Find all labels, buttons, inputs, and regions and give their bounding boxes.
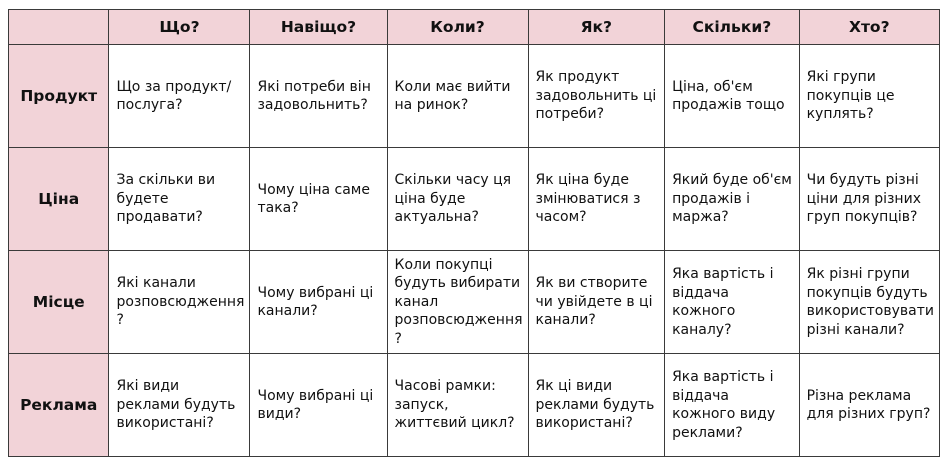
- table-cell: Як різні групи покупців будуть використовувати різні канали?: [799, 251, 939, 354]
- table-cell: Коли має вийти на ринок?: [387, 45, 528, 148]
- column-header-when: Коли?: [387, 10, 528, 45]
- row-header-price: Ціна: [9, 148, 109, 251]
- table-cell: Часові рамки: запуск, життєвий цикл?: [387, 354, 528, 457]
- column-header-who: Хто?: [799, 10, 939, 45]
- table-cell: Скільки часу ця ціна буде актуальна?: [387, 148, 528, 251]
- table-cell: Чи будуть різні ціни для різних груп покупців?: [799, 148, 939, 251]
- table-cell: Ціна, об'єм продажів тощо: [665, 45, 800, 148]
- table-cell: Які групи покупців це куплять?: [799, 45, 939, 148]
- table-cell: Який буде об'єм продажів і маржа?: [665, 148, 800, 251]
- marketing-mix-table: [8, 9, 940, 457]
- corner-cell: [9, 10, 109, 45]
- table-row-price: [9, 148, 940, 251]
- table-cell: Чому вибрані ці види?: [250, 354, 387, 457]
- table-cell: Яка вартість і віддача кожного каналу?: [665, 251, 800, 354]
- column-header-how-much: Скільки?: [665, 10, 800, 45]
- table-cell: Як ви створите чи увійдете в ці канали?: [528, 251, 665, 354]
- table-cell: Як ціна буде змінюватися з часом?: [528, 148, 665, 251]
- table-cell: Чому вибрані ці канали?: [250, 251, 387, 354]
- table-cell: За скільки ви будете продавати?: [109, 148, 250, 251]
- header-row: [9, 10, 940, 45]
- row-header-product: Продукт: [9, 45, 109, 148]
- table-cell: Різна реклама для різних груп?: [799, 354, 939, 457]
- table-row-place: [9, 251, 940, 354]
- column-header-what: Що?: [109, 10, 250, 45]
- table-row-product: [9, 45, 940, 148]
- row-header-place: Місце: [9, 251, 109, 354]
- table-cell: Яка вартість і віддача кожного виду реклами?: [665, 354, 800, 457]
- table-row-promotion: [9, 354, 940, 457]
- table-cell: Які канали розповсюдження ?: [109, 251, 250, 354]
- table-cell: Які потреби він задовольнить?: [250, 45, 387, 148]
- table-cell: Які види реклами будуть використані?: [109, 354, 250, 457]
- table-cell: Що за продукт/послуга?: [109, 45, 250, 148]
- table-cell: Як продукт задовольнить ці потреби?: [528, 45, 665, 148]
- table-cell: Як ці види реклами будуть використані?: [528, 354, 665, 457]
- table-cell: Коли покупці будуть вибирати канал розповсюдження ?: [387, 251, 528, 354]
- row-header-promotion: Реклама: [9, 354, 109, 457]
- column-header-why: Навіщо?: [250, 10, 387, 45]
- column-header-how: Як?: [528, 10, 665, 45]
- table-cell: Чому ціна саме така?: [250, 148, 387, 251]
